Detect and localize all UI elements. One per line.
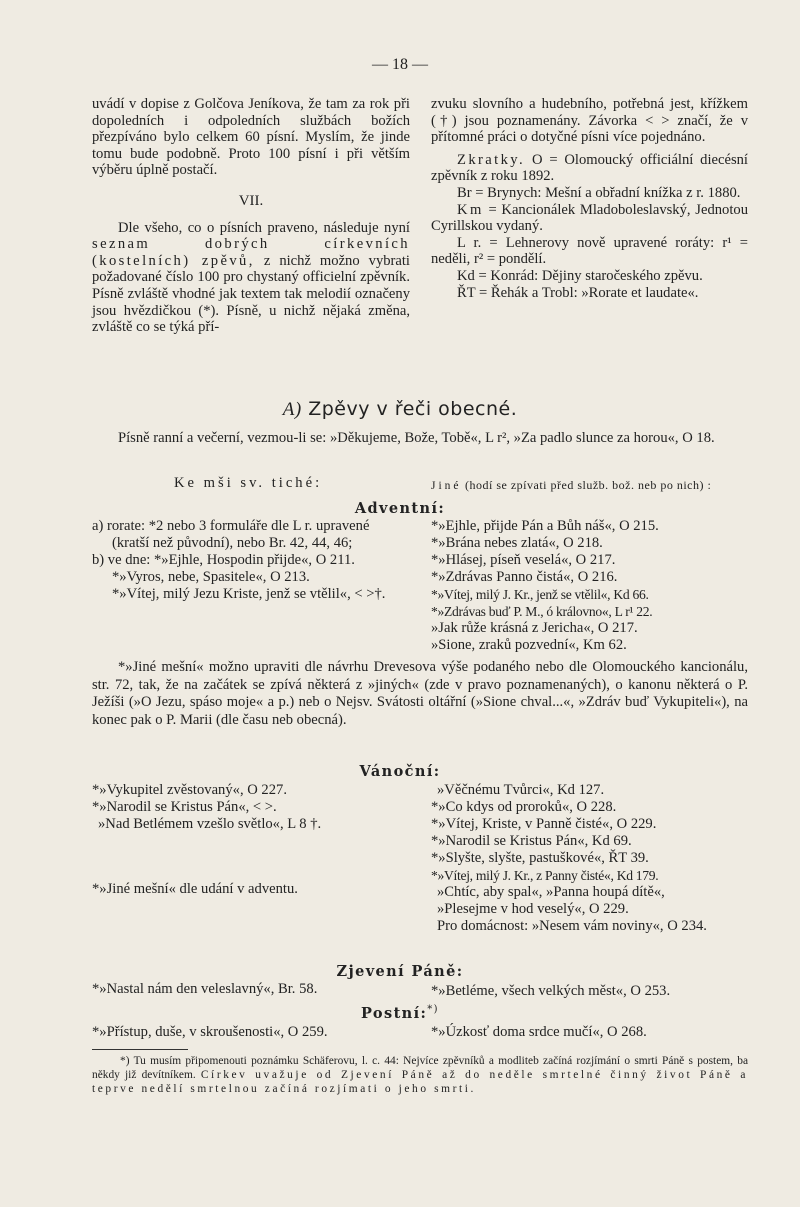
text-run: Dle všeho, co o písních praveno, následuje nyní — [118, 219, 410, 236]
list-item: »Sione, zraků pozvední«, Km 62. — [431, 637, 627, 653]
spaced-text: Jiné — [431, 480, 462, 492]
list-item: »Plesejme v hod veselý«, O 229. — [437, 901, 629, 917]
abbr-label: Br — [457, 184, 472, 201]
list-item: *»Narodil se Kristus Pán«, < >. — [92, 799, 277, 815]
list-item: *»Slyšte, slyšte, pastuškové«, ŘT 39. — [431, 850, 649, 866]
list-item: *»Brána nebes zlatá«, O 218. — [431, 535, 603, 551]
abbr-label: L r. — [457, 234, 482, 251]
section-christmas-heading: Vánoční: — [359, 763, 441, 780]
list-item: Pro domácnost: »Nesem vám noviny«, O 234. — [437, 918, 707, 934]
abbr-text: = Brynych: Mešní a obřadní knížka z r. 1880. — [471, 184, 741, 201]
subhead-right — [431, 477, 751, 495]
list-item: »Chtíc, aby spal«, »Panna houpá dítě«, — [437, 884, 665, 900]
heading-text: Postní: — [361, 1004, 428, 1022]
spaced-text: Církev uvažuje od Zjevení Páně až do neděle smrtelné činný život Páně a teprve nedělí smrtelnou začíná rozjímati o jeho smrti. — [92, 1069, 748, 1095]
abbreviation-entry — [431, 185, 748, 202]
footnote-mark: *) — [427, 1004, 439, 1015]
list-item: b) ve dne: *»Ejhle, Hospodin přijde«, O 211. — [92, 552, 355, 568]
section-letter: A) — [282, 399, 302, 420]
abbr-text: O = Olomoucký officiální diecésní zpěvník z roku 1892. — [431, 151, 748, 185]
list-item: *»Vítej, milý J. Kr., jenž se vtělil«, Kd 66. — [431, 587, 649, 602]
abbreviation-entry — [431, 235, 748, 268]
abbr-text: = Lehnerovy nově upravené roráty: r¹ = neděli, r² = pondělí. — [431, 234, 748, 268]
list-item: *»Vítej, milý J. Kr., z Panny čisté«, Kd 179. — [431, 868, 659, 883]
abbr-label: Zkratky. — [457, 151, 526, 168]
footnote — [92, 1054, 748, 1096]
list-item: *»Vyros, nebe, Spasitele«, O 213. — [112, 569, 310, 585]
advent-note — [92, 659, 748, 729]
list-item: *»Vítej, Kriste, v Panně čisté«, O 229. — [431, 816, 657, 832]
epiphany-right: *»Betléme, všech velkých měst«, O 253. — [431, 983, 671, 999]
text-run: z nichž možno vybrati požadované číslo 100 pro chystaný officielní zpěvník. Písně zvláště vhodné jak textem tak melodií označeny jsou hvězdičkou (*). Písně, u nichž nějaká změna, zvláště co se týká pří- — [92, 252, 410, 336]
list-item: *»Vítej, milý Jezu Kriste, jenž se vtělil«, < >†. — [112, 586, 386, 602]
list-item: *»Zdrávas Panno čistá«, O 216. — [431, 569, 618, 585]
christmas-left — [92, 782, 410, 898]
right-column — [431, 96, 748, 301]
list-item: *»Hlásej, píseň veselá«, O 217. — [431, 552, 616, 568]
paragraph — [92, 220, 410, 336]
list-item: »Věčnému Tvůrci«, Kd 127. — [437, 782, 605, 798]
section-heading — [0, 398, 800, 421]
footnote-rule — [92, 1049, 188, 1050]
spaced-text: seznam dobrých církevních (kostelních) zpěvů, — [92, 236, 410, 269]
left-column — [92, 96, 410, 336]
abbr-text: = Konrád: Dějiny staročeského zpěvu. — [474, 267, 703, 284]
list-item: a) rorate: *2 nebo 3 formuláře dle L r. upravené (kratší než původní), nebo Br. 42, 44, 46; — [92, 518, 370, 551]
list-item: »Jak růže krásná z Jericha«, O 217. — [431, 620, 638, 636]
list-item: *»Jiné mešní« dle udání v adventu. — [92, 881, 298, 897]
abbr-text: = Kancionálek Mladoboleslavský, Jednotou Cyrillskou vydaný. — [431, 201, 748, 235]
list-item: *»Ejhle, přijde Pán a Bůh náš«, O 215. — [431, 518, 659, 534]
abbr-text: = Řehák a Trobl: »Rorate et laudate«. — [475, 284, 699, 301]
paragraph: *»Jiné mešní« možno upraviti dle návrhu Drevesova výše podaného nebo dle Olomouckého kancionálu, str. 72, tak, že na začátek se zpívá některá z »jiných« (zde v pravo poznamenaných), o kanonu některá o P. Ježíši (»O Jezu, spáso moje« a p.) neb o Nejsv. Svátosti oltářní (»Sione chval...«, »Zdráv buď Vykupiteli«), na konec pak o P. Marii (dle času neb obecná). — [92, 659, 748, 728]
list-item: *»Narodil se Kristus Pán«, Kd 69. — [431, 833, 632, 849]
morning-songs — [92, 430, 748, 447]
abbr-label: Kd — [457, 267, 475, 284]
list-item: *»Vykupitel zvěstovaný«, O 227. — [92, 782, 287, 798]
paragraph: Písně ranní a večerní, vezmou-li se: »Děkujeme, Bože, Tobě«, L r², »Za padlo slunce za horou«, O 18. — [118, 430, 715, 446]
list-item: »Nad Betlémem vzešlo světlo«, L 8 †. — [98, 816, 322, 832]
abbr-label: Km — [457, 201, 484, 218]
paragraph: zvuku slovního a hudebního, potřebná jest, křížkem (†) jsou poznamenány. Závorka < > značí, že v přítomné práci o dotyčné písni více pojednáno. — [431, 96, 748, 146]
epiphany-left: *»Nastal nám den veleslavný«, Br. 58. — [92, 981, 318, 997]
section-title: Zpěvy v řeči obecné. — [308, 398, 518, 420]
text-run: (hodí se zpívati před služb. bož. neb po nich) : — [461, 478, 712, 492]
advent-right — [431, 518, 751, 654]
advent-left — [92, 518, 410, 603]
subhead-left: Ke mši sv. tiché: — [174, 475, 323, 491]
abbr-label: ŘT — [457, 284, 476, 301]
lent-right: *»Úzkosť doma srdce mučí«, O 268. — [431, 1024, 647, 1040]
abbreviation-entry — [431, 202, 748, 235]
paragraph: uvádí v dopise z Golčova Jeníkova, že tam za rok při dopoledních i odpoledních službách božích přezpíváno bylo celkem 60 písní. Myslím, že jinde tomu bude podobně. Proto 100 písní i při větším výběru úplně postačí. — [92, 96, 410, 179]
text-run: *) Tu musím připomenouti poznámku Schäferovu, l. c. 44: Nejvíce zpěvníků a modliteb začíná rozjímání o smrti Páně s postem, ba někdy již devítníkem. — [92, 1055, 748, 1081]
section-advent-heading: Adventní: — [354, 500, 446, 517]
lent-left: *»Přístup, duše, v skroušenosti«, O 259. — [92, 1024, 328, 1040]
list-item: *»Zdrávas buď P. M., ó královno«, L r¹ 22. — [431, 604, 653, 619]
footnote-text — [92, 1054, 748, 1096]
section-lent-heading — [0, 1004, 800, 1022]
section-epiphany-heading: Zjevení Páně: — [336, 963, 464, 980]
chapter-heading: VII. — [238, 192, 264, 209]
abbreviation-entry — [431, 152, 748, 185]
list-item: *»Co kdys od proroků«, O 228. — [431, 799, 617, 815]
christmas-right — [431, 782, 751, 935]
abbreviation-entry — [431, 285, 748, 302]
abbreviation-entry — [431, 268, 748, 285]
page-number: — 18 — — [372, 56, 428, 73]
